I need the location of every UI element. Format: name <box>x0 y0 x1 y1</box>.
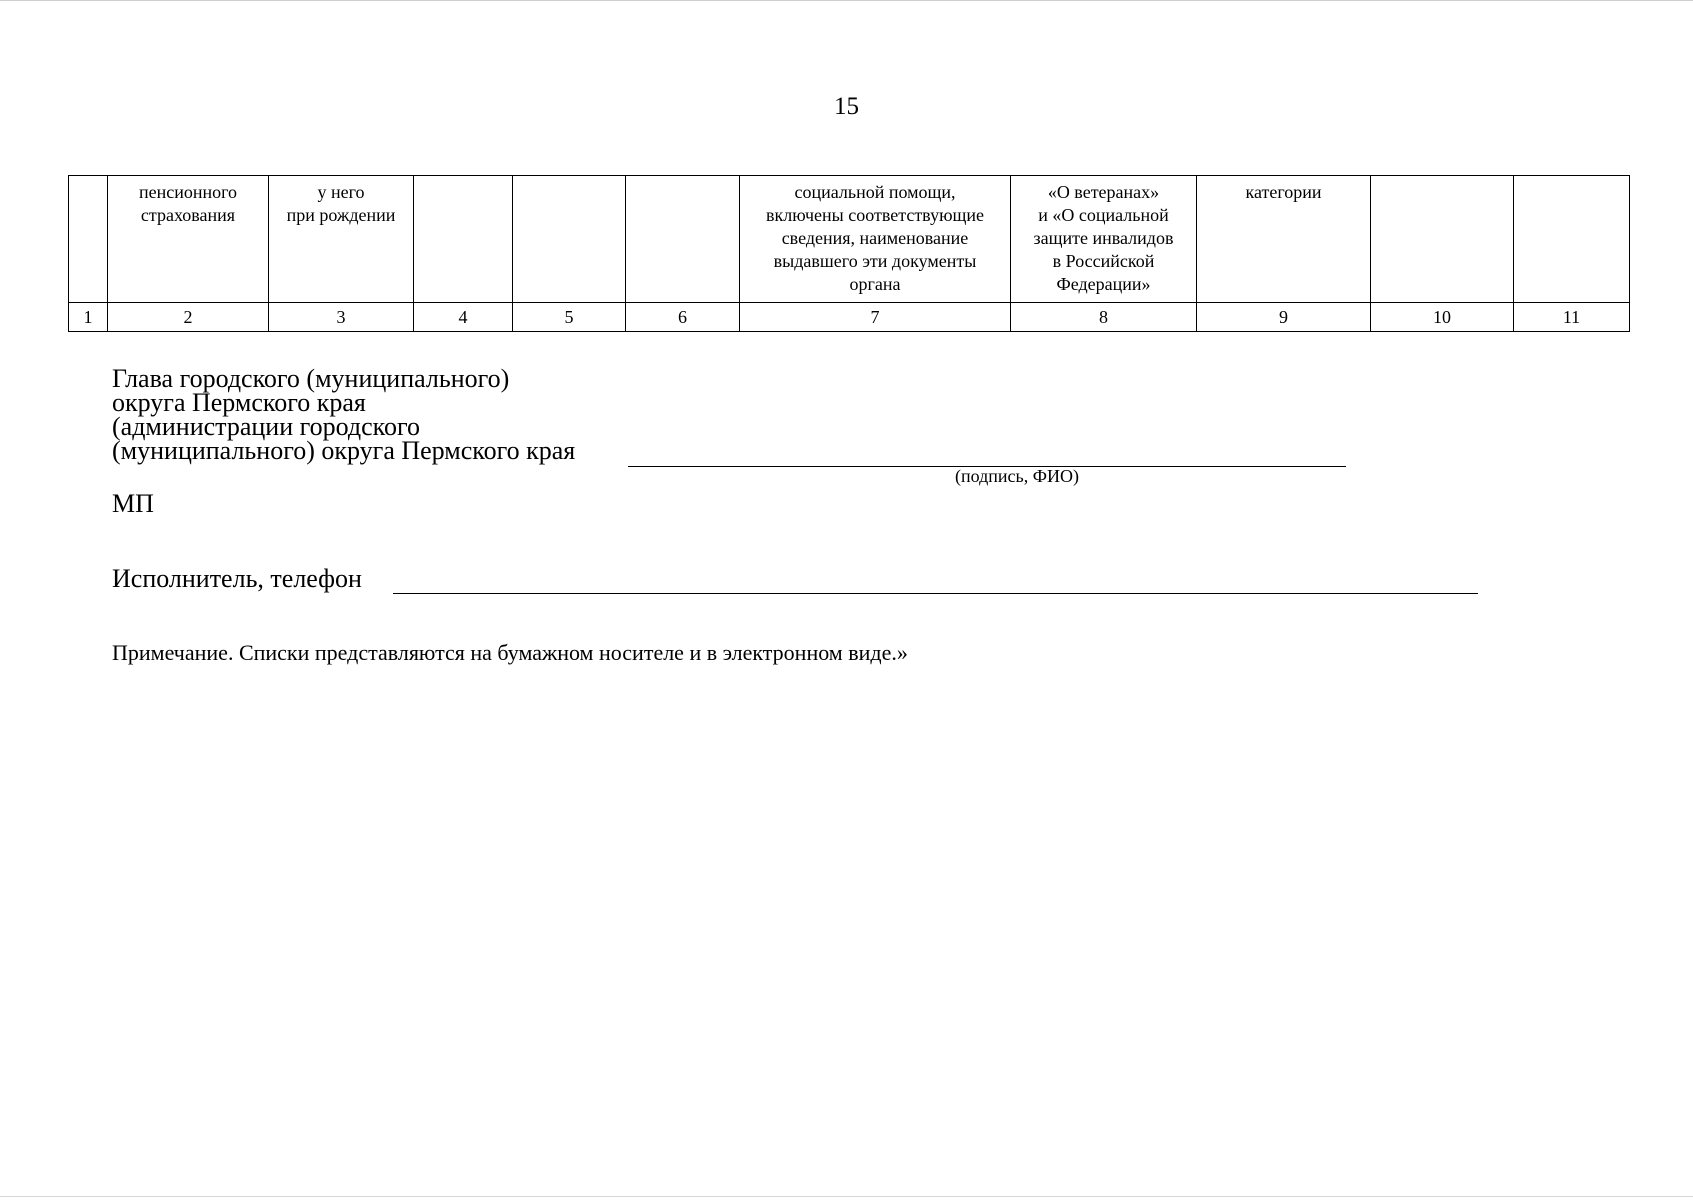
header-cell-5 <box>513 176 626 303</box>
header-cell-line: социальной помощи, <box>794 182 956 202</box>
header-cell-line: Федерации» <box>1056 274 1151 294</box>
header-cell-line: «О ветеранах» <box>1047 182 1160 202</box>
signature-block <box>112 364 576 465</box>
scan-border-top <box>0 0 1693 1</box>
column-number: 3 <box>269 303 414 332</box>
form-table <box>68 175 1630 332</box>
signature-title-line: (муниципального) округа Пермского края <box>112 436 576 465</box>
stamp-label: МП <box>112 489 154 518</box>
column-number-row <box>69 303 1630 332</box>
executor-label: Исполнитель, телефон <box>112 564 362 593</box>
column-number: 6 <box>626 303 740 332</box>
header-cell-line: в Российской <box>1052 251 1155 271</box>
header-cell-line: органа <box>849 274 901 294</box>
page-number: 15 <box>834 93 859 120</box>
header-cell-11 <box>1514 176 1630 303</box>
header-cell-2 <box>108 176 269 303</box>
column-number: 1 <box>69 303 108 332</box>
header-cell-line: страхования <box>140 205 236 225</box>
header-cell-3 <box>269 176 414 303</box>
table-header-row <box>69 176 1630 303</box>
header-cell-10 <box>1371 176 1514 303</box>
header-cell-line: у него <box>317 182 365 202</box>
header-cell-line: пенсионного <box>138 182 238 202</box>
signature-title-line: Глава городского (муниципального) <box>112 364 510 393</box>
column-number: 9 <box>1197 303 1371 332</box>
header-cell-line: категории <box>1245 182 1322 202</box>
header-cell-line: и «О социальной <box>1038 205 1169 225</box>
header-cell-9 <box>1197 176 1371 303</box>
column-number: 4 <box>414 303 513 332</box>
header-cell-4 <box>414 176 513 303</box>
scan-border-bottom <box>0 1196 1693 1197</box>
header-cell-line: выдавшего эти документы <box>773 251 977 271</box>
column-number: 8 <box>1011 303 1197 332</box>
header-cell-line: включены соответствующие <box>765 205 984 225</box>
column-number: 5 <box>513 303 626 332</box>
executor-line <box>393 593 1478 594</box>
header-cell-line: при рождении <box>286 205 396 225</box>
signature-title-line: (администрации городского <box>112 412 420 441</box>
header-cell-7 <box>740 176 1011 303</box>
signature-caption: (подпись, ФИО) <box>955 466 1079 486</box>
header-cell-1 <box>69 176 108 303</box>
note-text: Примечание. Списки представляются на бумажном носителе и в электронном виде.» <box>112 640 908 665</box>
header-cell-line: сведения, наименование <box>781 228 969 248</box>
header-cell-6 <box>626 176 740 303</box>
header-cell-line: защите инвалидов <box>1033 228 1174 248</box>
column-number: 2 <box>108 303 269 332</box>
column-number: 10 <box>1371 303 1514 332</box>
column-number: 7 <box>740 303 1011 332</box>
column-number: 11 <box>1514 303 1630 332</box>
signature-title-line: округа Пермского края <box>112 388 366 417</box>
header-cell-8 <box>1011 176 1197 303</box>
